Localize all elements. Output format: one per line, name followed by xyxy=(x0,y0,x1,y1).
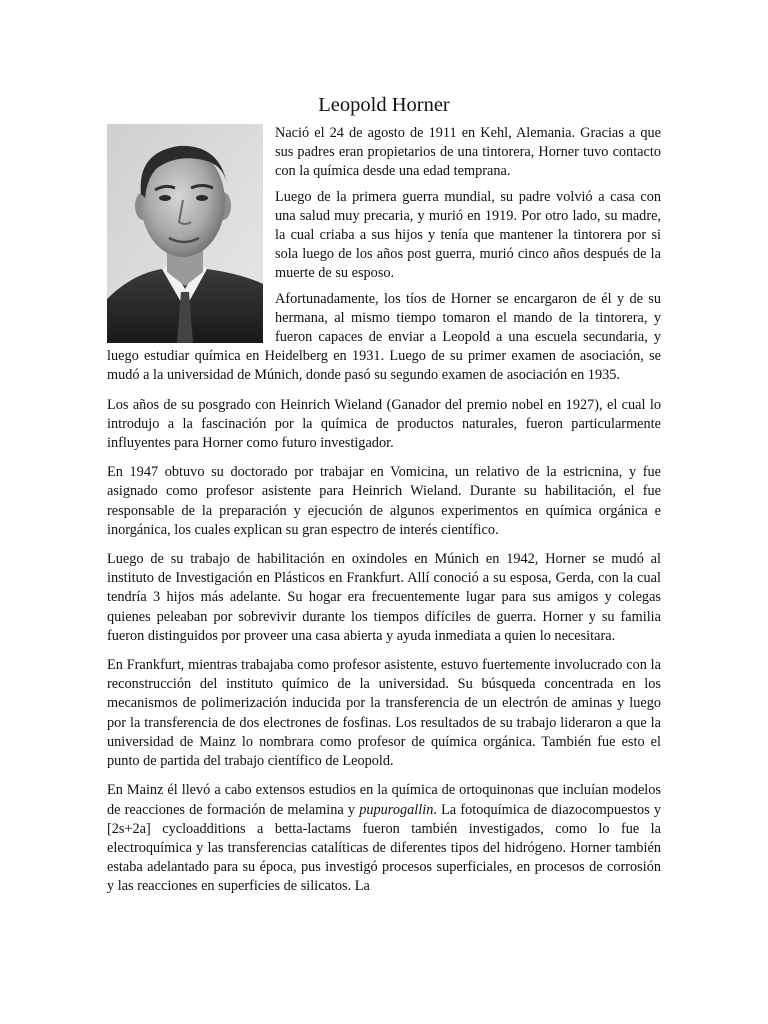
paragraph-uncles: Afortunadamente, los tíos de Horner se encargaron de él y de su hermana, al mismo tiempo tomaron el mando de la tintorera, y fueron capaces de enviar a Leopold a una escuela secundaria, y luego estudiar química en Heidelberg en 1931. Luego de su primer examen de asociación, se mudó a la universidad de Múnich, donde pasó su segundo examen de asociación en 1935. xyxy=(107,290,661,384)
page-title: Leopold Horner xyxy=(318,94,450,116)
paragraph-frankfurt: En Frankfurt, mientras trabajaba como profesor asistente, estuvo fuertemente involucrado con la reconstrucción del instituto químico de la universidad. Su búsqueda concentrada en los mecanismos de polimerización inducida por la transferencia de un electrón de aminas y luego por la transferencia de dos electrones de fosfinas. Los resultados de su trabajo lideraron a que la universidad de Mainz lo nombrara como profesor de química orgánica. También fue esto el punto de partida del trabajo científico de Leopold. xyxy=(107,657,661,770)
paragraph-postgraduate: Los años de su posgrado con Heinrich Wieland (Ganador del premio nobel en 1927), el cual lo introdujo a la fascinación por la química de productos naturales, fueron particularmente influyentes para Horner como futuro investigador. xyxy=(107,396,661,452)
paragraph-birth: Nació el 24 de agosto de 1911 en Kehl, Alemania. Gracias a que sus padres eran propietarios de una tintorera, Horner tuvo contacto con la química desde una edad temprana. xyxy=(275,125,661,180)
paragraph-mainz-part-2: . La fotoquímica de diazocompuestos y [2s+2a] cycloadditions a betta-lactams fueron también investigados, como lo fue la electroquímica y las transferencias catalíticas de diferentes tipos del hidrógeno. Horner también estaba adelantado para su época, pus investigó procesos superficiales, en procesos de corrosión y las reacciones en superficies de silicatos. La xyxy=(107,801,661,895)
paragraph-habilitation: Luego de su trabajo de habilitación en oxindoles en Múnich en 1942, Horner se mudó al instituto de Investigación en Plásticos en Frankfurt. Allí conoció a su esposa, Gerda, con la cual tendría 3 hijos más adelante. Su hogar era frecuentemente lugar para sus amigos y colegas quienes peleaban por sobrevivir durante los tiempos difíciles de guerra. Horner y su familia fueron distinguidos por proveer una casa abierta y ayuda inmediata a quien lo necesitara. xyxy=(107,551,661,644)
portrait-photo xyxy=(107,124,263,343)
paragraph-mainz-part-1: En Mainz él llevó a cabo extensos estudios en la química de ortoquinonas que incluían modelos de reacciones de formación de melamina y xyxy=(107,782,661,818)
paragraph-mainz-italic: pupurogallin xyxy=(359,801,434,818)
paragraph-doctorate: En 1947 obtuvo su doctorado por trabajar en Vomicina, un relativo de la estricnina, y fue asignado como profesor asistente para Heinrich Wieland. Durante su habilitación, el fue responsable de la preparación y ejecución de algunos experimentos en química orgánica e inorgánica, los cuales explican su gran espectro de interés científico. xyxy=(107,464,661,538)
document-page xyxy=(107,92,661,897)
paragraph-parents: Luego de la primera guerra mundial, su padre volvió a casa con una salud muy precaria, y murió en 1919. Por otro lado, su madre, la cual criaba a sus hijos y tenía que mantener la tintorera por si sola luego de los años post guerra, murió cinco años después de la muerte de su esposo. xyxy=(275,188,661,282)
paragraph-mainz xyxy=(107,781,661,896)
